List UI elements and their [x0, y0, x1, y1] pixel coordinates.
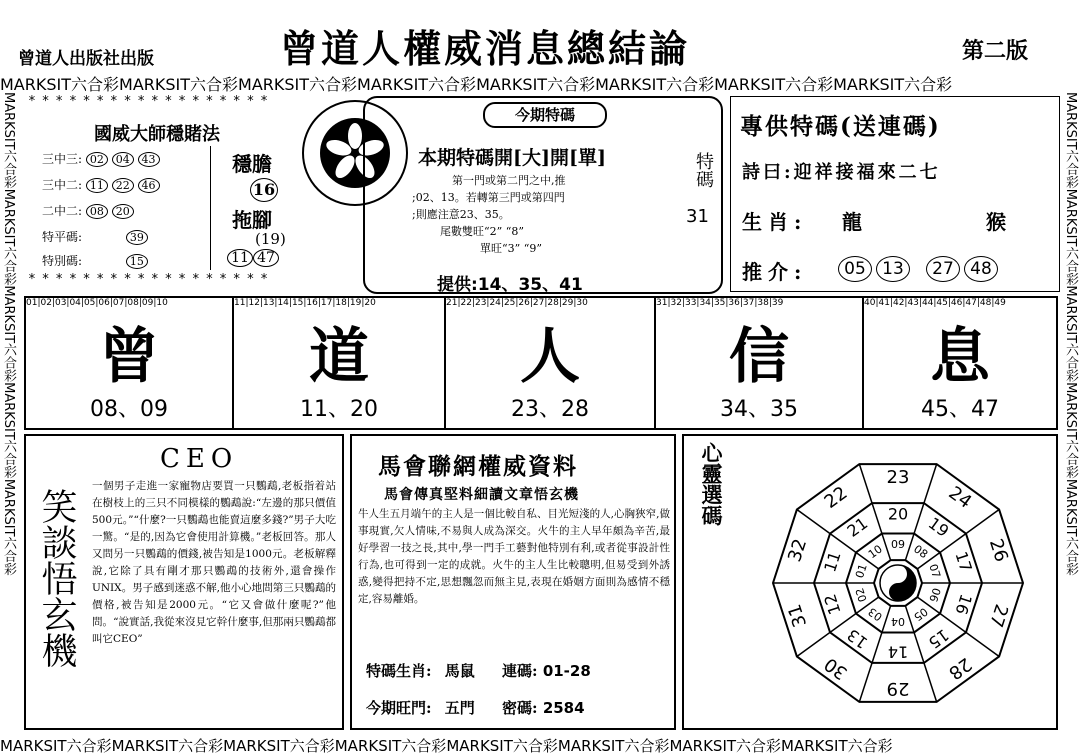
- special-code-text: 第一門或第二門之中,推 ;02、13。若轉第三門或第四門 ;則應注意23、35。 尾數雙旺“2” “8” 單旺“3” “9”: [412, 174, 566, 255]
- wheel-number: 22: [820, 482, 852, 513]
- stars-top: * * * * * * * * * * * * * * * * * *: [28, 94, 267, 109]
- wheel-number: 19: [924, 513, 953, 541]
- special-code-side-number: 31: [686, 206, 709, 227]
- watermark-left: MARKSIT六合彩MARKSIT六合彩MARKSIT六合彩MARKSIT六合彩MARKSIT六合彩: [1, 92, 16, 576]
- banner-numbers: 45、47: [921, 397, 999, 422]
- special-code-badge: 今期特碼: [483, 102, 607, 128]
- banner-numbers: 23、28: [511, 397, 589, 422]
- exclusive-zodiac-label: 生肖:: [742, 210, 808, 234]
- ceo-title: CEO: [160, 444, 239, 474]
- wheel-number: 03: [865, 604, 885, 624]
- wendan-label: 穩膽: [232, 152, 272, 176]
- wheel-number: 02: [853, 586, 870, 604]
- wheel-number: 26: [984, 536, 1012, 565]
- wheel-number: 21: [843, 513, 872, 541]
- banner-char: 曾: [99, 322, 159, 392]
- ceo-story: 一個男子走進一家寵物店要買一只鸚鵡,老板指着站在樹枝上的三只不同模樣的鸚鵡說:“左邊的那只價值500元。”“什麼?一只鸚鵡也能賣這麼多錢?”男子大吃一驚。“是的,因為它會使用計算機。”老板回答。那人又問另一只鸚鵡的價錢,被告知是1000元。老板解釋說,它除了具有剛才那只鸚鵡的技術外,還會操作UNIX。男子感到迷惑不解,他小心地問第三只鸚鵡的價格,被告知是2000元。“它又會做什麼呢?”他問。“說實話,我從來沒見它幹什麼事,但那兩只鸚鵡都叫它CEO”: [92, 480, 336, 645]
- watermark-right: MARKSIT六合彩MARKSIT六合彩MARKSIT六合彩MARKSIT六合彩MARKSIT六合彩: [1063, 92, 1078, 576]
- lucky-row: 三中三: 02 04 43: [42, 150, 160, 167]
- special-code-provide: 提供:14、35、41: [437, 275, 583, 295]
- lucky-row: 特平碼: 39: [42, 228, 148, 245]
- horse-body: 牛人生五月端午的主人是一個比較自私、目光短淺的人,心胸狹窄,做事現實,欠人情味,不易與人成為深交。火牛的主人早年頗為辛苦,最好學習一技之長,其中,學一門手工藝對他特別有利,或者從事設計性行為,也可得到一定的成就。火牛的主人生比較聰明,但易受到外誘惑,變得把持不定,思想飄忽而無主見,表現在婚姻方面則為感情不穩定,容易離婚。: [358, 508, 670, 605]
- wendan-number: 16: [250, 178, 278, 202]
- banner-panel: 31|32|33|34|35|36|37|38|39 信 34、35: [656, 298, 864, 428]
- wheel-number: 09: [891, 538, 905, 551]
- wheel-number: 23: [886, 467, 910, 488]
- horse-subtitle: 馬會傳真堅料細讀文章悟玄機: [384, 487, 579, 503]
- wheel-number: 17: [951, 549, 976, 575]
- wheel-number: 28: [944, 653, 976, 684]
- exclusive-zodiac-1: 龍: [842, 210, 862, 234]
- wheel-number: 04: [891, 615, 905, 628]
- wheel-number: 24: [944, 482, 976, 513]
- exclusive-poem: 詩曰:迎祥接福來二七: [742, 162, 941, 183]
- wheel-number: 27: [984, 601, 1012, 630]
- wheel-number: 14: [887, 642, 909, 662]
- wheel-number: 31: [784, 601, 812, 630]
- ceo-side-title: 笑談悟玄機: [36, 488, 77, 668]
- wheel-number: 05: [911, 604, 931, 624]
- yin-yang-icon: [880, 565, 916, 601]
- stars-bottom: * * * * * * * * * * * * * * * * * *: [28, 272, 267, 287]
- edition-label: 第二版: [962, 38, 1029, 64]
- special-code-headline: 本期特碼開[大]開[單]: [418, 147, 606, 169]
- wheel-title: 心靈選碼: [699, 442, 724, 526]
- wheel-number: 12: [820, 591, 845, 617]
- horse-title: 馬會聯網權威資料: [378, 453, 578, 480]
- banner-numbers: 11、20: [300, 397, 378, 422]
- banner-panel: 21|22|23|24|25|26|27|28|29|30 人 23、28: [446, 298, 656, 428]
- watermark-top: MARKSIT六合彩MARKSIT六合彩MARKSIT六合彩MARKSIT六合彩MARKSIT六合彩MARKSIT六合彩MARKSIT六合彩MARKSIT六合彩: [0, 75, 953, 92]
- exclusive-zodiac-2: 猴: [986, 210, 1006, 234]
- banner-char: 信: [729, 322, 789, 392]
- wheel-number: 30: [820, 653, 852, 684]
- tuojiao-numbers: (19) 11 47: [227, 230, 286, 267]
- banner-numbers: 08、09: [90, 397, 168, 422]
- lucky-row: 二中二: 08 20: [42, 202, 134, 219]
- horse-zodiac-row: 特碼生肖: 馬鼠 連碼: 01-28: [366, 662, 591, 680]
- lucky-method-title: 國威大師穩賭法: [94, 124, 220, 145]
- lucky-row: 特別碼: 15: [42, 252, 148, 269]
- banner-numbers: 34、35: [720, 397, 798, 422]
- banner-panel: 11|12|13|14|15|16|17|18|19|20 道 11、20: [234, 298, 446, 428]
- banner-char: 息: [930, 322, 990, 392]
- wheel-diagram: [748, 448, 1048, 718]
- wheel-number: 07: [926, 562, 943, 580]
- wheel-number: 06: [926, 586, 943, 604]
- banner-char: 人: [520, 322, 580, 392]
- wheel-number: 16: [951, 591, 976, 617]
- banner-panel: 01|02|03|04|05|06|07|08|09|10 曾 08、09: [26, 298, 234, 428]
- exclusive-title: 專供特碼(送連碼): [740, 113, 941, 140]
- publisher-label: 曾道人出版社出版: [18, 49, 154, 69]
- wheel-number: 29: [886, 678, 910, 699]
- exclusive-recommend-label: 推介:: [742, 260, 808, 284]
- wheel-number: 10: [865, 542, 885, 562]
- exclusive-recommend: 05 13 27 48: [838, 256, 998, 282]
- wheel-number: 20: [887, 504, 909, 524]
- wheel-number: 32: [784, 536, 812, 565]
- banner-char: 道: [309, 322, 369, 392]
- horse-door-row: 今期旺門: 五門 密碼: 2584: [366, 699, 585, 717]
- banner-panel: 40|41|42|43|44|45|46|47|48|49 息 45、47: [864, 298, 1056, 428]
- wheel-number: 01: [853, 562, 870, 580]
- lucky-row: 三中二: 11 22 46: [42, 176, 160, 193]
- wheel-number: 08: [911, 542, 931, 562]
- watermark-bottom: MARKSIT六合彩MARKSIT六合彩MARKSIT六合彩MARKSIT六合彩MARKSIT六合彩MARKSIT六合彩MARKSIT六合彩MARKSIT六合彩: [0, 737, 893, 753]
- watermark-text: MARKSIT六合彩: [0, 75, 120, 92]
- page-title: 曾道人權威消息總結論: [280, 26, 691, 71]
- wheel-number: 11: [820, 549, 845, 575]
- tuojiao-label: 拖腳: [232, 208, 272, 232]
- special-code-side-label: 特碼: [693, 152, 714, 188]
- wheel-number: 13: [843, 625, 872, 653]
- wheel-number: 15: [924, 625, 953, 653]
